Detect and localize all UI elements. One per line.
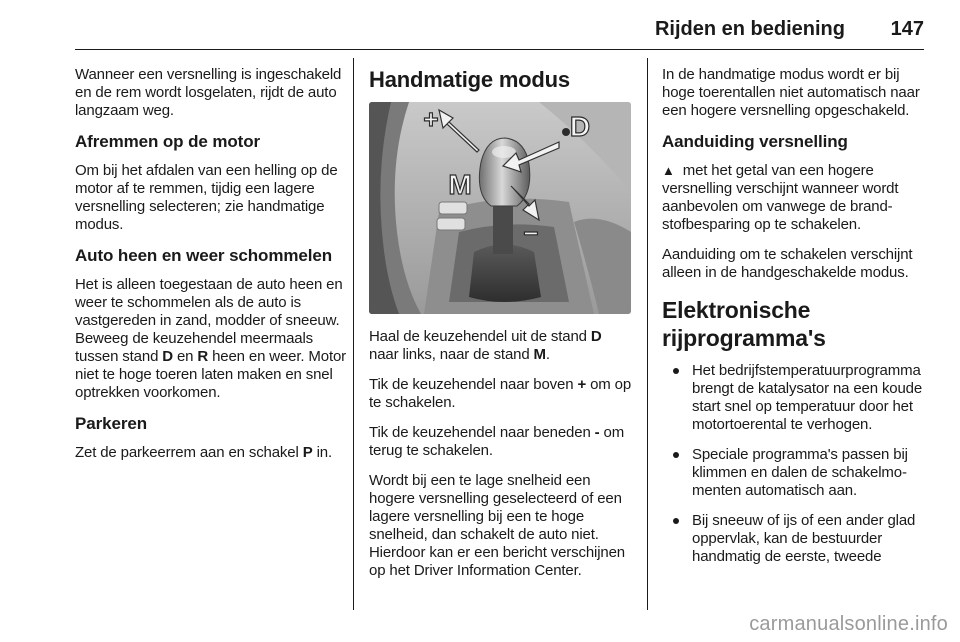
bullet-list — [662, 362, 926, 566]
watermark: carmanualsonline.info — [749, 613, 948, 635]
label-plus: + — [423, 104, 439, 134]
intro-paragraph: Wanneer een versnelling is ingeschakeld en de rem wordt losgelaten, rijdt de auto langzaam weg. — [75, 66, 342, 119]
bullet-icon — [673, 368, 679, 374]
list-item: Het bedrijfstemperatuurprogramma brengt de katalysator na een koude start snel op temperatuur door het motortoerental te verhogen. — [662, 362, 926, 434]
triangle-up-icon: ▲ — [662, 163, 675, 178]
paragraph-afremmen: Om bij het afdalen van een helling op de motor af te remmen, tijdig een lagere versnelling selecteren; zie handmatige modus. — [75, 162, 338, 233]
label-d: D — [569, 111, 591, 142]
heading-elektronische: Elektronische rijprogramma's — [662, 297, 826, 351]
heading-parkeren: Parkeren — [75, 414, 147, 433]
list-item: Speciale programma's passen bij klimmen en dalen de schakelmomenten automatisch aan. — [662, 446, 926, 500]
gear-lever-illustration — [369, 102, 631, 314]
bullet-icon — [673, 518, 679, 524]
column-divider-right — [647, 58, 648, 610]
paragraph-aanduiding-2: Aanduiding om te schakelen verschijnt alleen in de handgeschakelde modus. — [662, 246, 913, 281]
column-middle — [369, 66, 635, 592]
heading-afremmen: Afremmen op de motor — [75, 132, 261, 151]
header-rule — [75, 49, 924, 50]
paragraph-stand-d: Haal de keuzehendel uit de stand D naar links, naar de stand M. — [369, 328, 602, 363]
column-right — [662, 66, 926, 578]
heading-schommelen: Auto heen en weer schommelen — [75, 246, 332, 265]
column-divider-left — [353, 58, 354, 610]
column-left — [75, 66, 347, 474]
page-header-title: Rijden en bediening — [654, 18, 845, 40]
paragraph-parkeren: Zet de parkeerrem aan en schakel P in. — [75, 444, 332, 461]
paragraph-handmatige-intro: In de handmatige modus wordt er bij hoge toerentallen niet automatisch naar een hogere versnelling opgeschakeld. — [662, 66, 920, 119]
list-item: Bij sneeuw of ijs of een ander glad oppervlak, kan de bestuurder handmatig de eerste, tweede — [662, 512, 926, 566]
label-minus: − — [523, 218, 539, 248]
paragraph-schommelen: Het is alleen toegestaan de auto heen en weer te schommelen als de auto is vastgereden in zand, modder of sneeuw. Beweeg de keuzehendel meermaals tussen stand D en R heen en weer. Motor niet te hoge toeren laten maken en snel optrekken voorkomen. — [75, 276, 346, 401]
label-m: M — [448, 169, 472, 200]
page-number: 147 — [890, 18, 924, 40]
paragraph-aanduiding-1: ▲ met het getal van een hogere versnelling verschijnt wanneer wordt aanbevolen om vanwege de brandstofbesparing op te schakelen. — [662, 162, 899, 233]
heading-handmatige-modus: Handmatige modus — [369, 67, 570, 92]
paragraph-terugschakelen: Tik de keuzehendel naar beneden - om terug te schakelen. — [369, 424, 625, 459]
paragraph-snelheid: Wordt bij een te lage snelheid een hogere versnelling geselecteerd of een lagere versnelling bij een te hoge snelheid, dan schakelt de auto niet. Hierdoor kan er een bericht verschijnen op het Driver Information Center. — [369, 472, 625, 579]
bullet-icon — [673, 452, 679, 458]
paragraph-opschakelen: Tik de keuzehendel naar boven + om op te schakelen. — [369, 376, 632, 411]
heading-aanduiding: Aanduiding versnelling — [662, 132, 848, 151]
